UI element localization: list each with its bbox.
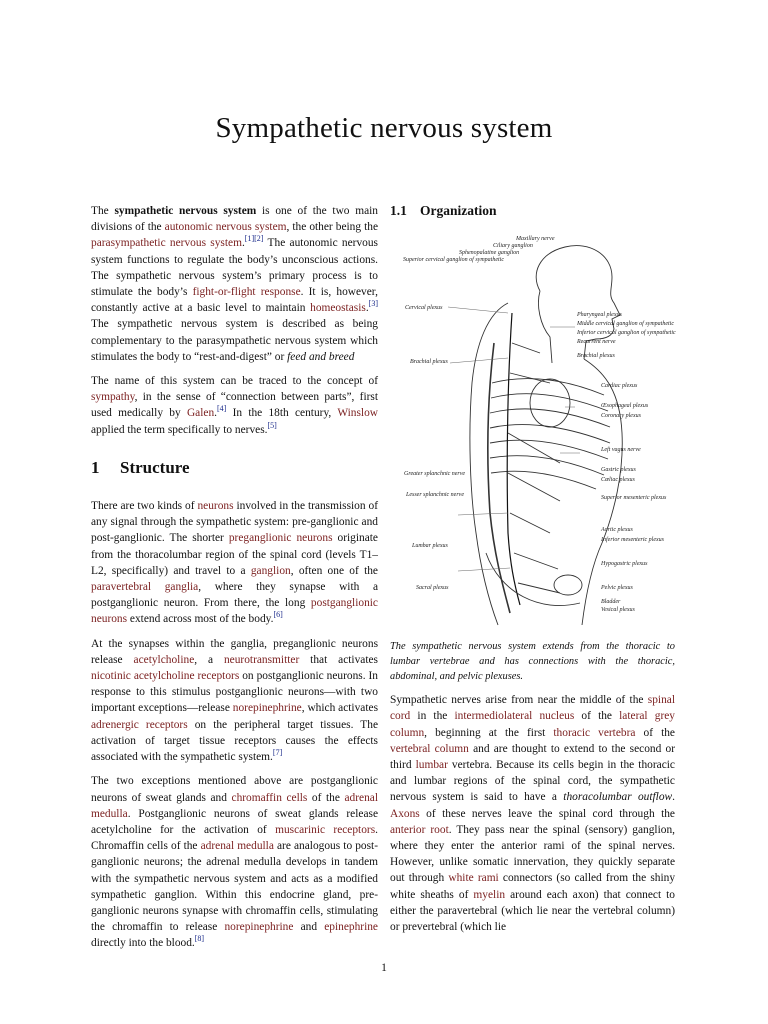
- page-number: 1: [381, 962, 387, 974]
- fig-label-cardiac: Cardiac plexus: [601, 383, 638, 390]
- wiki-link[interactable]: adrenal medulla: [200, 840, 274, 853]
- wiki-link[interactable]: fight-or-flight response: [192, 286, 301, 299]
- wiki-link[interactable]: autonomic nervous system: [164, 221, 287, 234]
- wiki-link[interactable]: acetylcholine: [133, 653, 195, 666]
- fig-label-superior-cervical: Superior cervical ganglion of sympathetic: [403, 257, 504, 264]
- wiki-link[interactable]: paravertebral ganglia: [91, 581, 199, 594]
- fig-label-superior-mesenteric: Superior mesenteric plexus: [601, 495, 667, 502]
- wiki-link[interactable]: ganglion: [250, 564, 291, 577]
- bold-term: sympathetic nervous system: [114, 205, 257, 217]
- wiki-link[interactable]: lateral grey column: [390, 710, 675, 739]
- wiki-link[interactable]: postganglionic neurons: [91, 597, 378, 626]
- fig-label-inferior-cervical: Inferior cervical ganglion of sympathetic: [577, 330, 676, 337]
- neurons-paragraph: There are two kinds of neurons involved in the transmission of any signal through the sympathetic system: pre-ganglionic and post-ganglionic. The shorter preganglionic neurons originate from the thoracolumbar region of the spinal cord (levels T1–L2, specifically) and travel to a ganglion, often one of the paravertebral ganglia, where they synapse with a postganglionic neuron. From there, the long postganglionic neurons extend across most of the body.[6]: [91, 500, 378, 626]
- wiki-link[interactable]: adrenergic receptors: [91, 718, 188, 731]
- wiki-link[interactable]: homeostasis: [310, 302, 366, 315]
- italic-term: thoracolumbar outflow: [563, 791, 673, 804]
- section-heading-structure: [91, 457, 378, 477]
- citation-ref[interactable]: [1][2]: [244, 234, 264, 244]
- page-title: Sympathetic nervous system: [215, 112, 553, 144]
- synapses-paragraph: At the synapses within the ganglia, preganglionic neurons release acetylcholine, a neurotransmitter that activates nicotinic acetylcholine receptors on postganglionic neurons. In response to this stimulus postganglionic neurons—with two important exceptions—release norepinephrine, which activates adrenergic receptors on the peripheral target tissues. The activation of target tissue receptors causes the effects associated with the sympathetic system.[7]: [91, 637, 378, 764]
- fig-label-gastric: Gastric plexus: [601, 467, 636, 474]
- wiki-link[interactable]: adrenal medulla: [91, 791, 378, 820]
- fig-label-coeliac: Cœliac plexus: [601, 477, 635, 484]
- etymology-paragraph: The name of this system can be traced to the concept of sympathy, in the sense of “connection between parts”, first used medically by Galen.[4] In the 18th century, Winslow applied the term specifically to nerves.[5]: [91, 375, 378, 436]
- anatomy-figure: [390, 233, 675, 633]
- fig-label-recurrent: Recurrent nerve: [577, 339, 616, 346]
- fig-label-ciliary: Ciliary ganglion: [493, 243, 533, 250]
- fig-label-hypogastric: Hypogastric plexus: [601, 561, 648, 568]
- figure-caption: The sympathetic nervous system extends from the thoracic to lumbar vertebrae and has connections with the thoracic, abdominal, and pelvic plexuses.: [390, 641, 675, 683]
- fig-label-brachial-right: Brachial plexus: [577, 353, 615, 360]
- citation-ref[interactable]: [4]: [217, 404, 227, 414]
- italic-term: feed and breed: [287, 350, 355, 363]
- intro-paragraph: The sympathetic nervous system is one of the two main divisions of the autonomic nervous system, the other being the parasympathetic nervous system.[1][2] The autonomic nervous system functions to regulate the body’s unconscious actions. The sympathetic nervous system’s primary process is to stimulate the body’s fight-or-flight response. It is, however, constantly active at a basic level to maintain homeostasis.[3] The sympathetic nervous system is described as being complementary to the parasympathetic nervous system which stimulates the body to “rest-and-digest” or feed and breed: [91, 205, 379, 363]
- wiki-link[interactable]: white rami: [448, 872, 499, 885]
- wiki-link[interactable]: thoracic vertebra: [553, 726, 636, 739]
- wiki-link[interactable]: myelin: [473, 888, 506, 901]
- fig-label-vesical: Vesical plexus: [601, 607, 635, 614]
- fig-label-aortic: Aortic plexus: [601, 527, 633, 534]
- fig-label-maxillary: Maxillary nerve: [516, 236, 555, 243]
- anatomy-illustration: [390, 233, 675, 633]
- wiki-link[interactable]: sympathy: [91, 391, 135, 404]
- subsection-heading-organization: [390, 203, 675, 219]
- wiki-link[interactable]: muscarinic receptors: [275, 823, 376, 836]
- fig-label-brachial: Brachial plexus: [410, 359, 448, 366]
- fig-label-inferior-mesenteric: Inferior mesenteric plexus: [601, 537, 664, 544]
- fig-label-lesser-splanchnic: Lesser splanchnic nerve: [406, 492, 464, 499]
- section-number: 1: [91, 457, 100, 477]
- wiki-link[interactable]: neurotransmitter: [223, 653, 300, 666]
- wiki-link[interactable]: epinephrine: [324, 921, 378, 934]
- wiki-link[interactable]: norepinephrine: [224, 921, 294, 934]
- wiki-link[interactable]: intermediolateral nucleus: [454, 710, 575, 723]
- wiki-link[interactable]: spinal cord: [390, 694, 675, 723]
- citation-ref[interactable]: [3]: [368, 299, 378, 309]
- citation-ref[interactable]: [7]: [272, 748, 283, 758]
- section-title: Structure: [120, 457, 190, 477]
- wiki-link[interactable]: vertebral column: [390, 742, 469, 755]
- fig-label-sacral: Sacral plexus: [416, 585, 449, 592]
- fig-label-cervical-plexus: Cervical plexus: [405, 305, 443, 312]
- fig-label-greater-splanchnic: Greater splanchnic nerve: [404, 471, 466, 478]
- fig-label-oesophageal: Œsophageal plexus: [601, 403, 649, 410]
- exceptions-paragraph: The two exceptions mentioned above are postganglionic neurons of sweat glands and chromaffin cells of the adrenal medulla. Postganglionic neurons of sweat glands release acetylcholine for the activation of muscarinic receptors. Chromaffin cells of the adrenal medulla are analogous to post-ganglionic neurons; the adrenal medulla develops in tandem with the sympathetic nervous system and acts as a modified sympathetic ganglion. Within this endocrine gland, pre-ganglionic neurons synapse with chromaffin cells, stimulating the chromaffin to release norepinephrine and epinephrine directly into the blood.[8]: [91, 775, 379, 950]
- citation-ref[interactable]: [6]: [273, 610, 283, 620]
- wiki-link[interactable]: chromaffin cells: [231, 791, 308, 804]
- fig-label-bladder: Bladder: [601, 599, 621, 606]
- organization-paragraph: Sympathetic nerves arise from near the middle of the spinal cord in the intermediolateral nucleus of the lateral grey column, beginning at the first thoracic vertebra of the vertebral column and are thought to extend to the second or third lumbar vertebra. Because its cells begin in the thoracic and lumbar regions of the spinal cord, the sympathetic nervous system is said to have a thoracolumbar outflow. Axons of these nerves leave the spinal cord through the anterior root. They pass near the spinal (sensory) ganglion, where they enter the anterior rami of the spinal nerves. However, unlike somatic innervation, they quickly separate out through white rami connectors (so called from the shiny white sheaths of myelin around each axon) that connect to either the paravertebral (which lie near the vertebral column) or prevertebral (which lie: [390, 694, 676, 934]
- citation-ref[interactable]: [5]: [267, 420, 277, 430]
- wiki-link[interactable]: nicotinic acetylcholine receptors: [91, 670, 240, 683]
- wiki-link[interactable]: norepinephrine: [232, 702, 302, 715]
- fig-label-pharyngeal: Pharyngeal plexus: [577, 312, 622, 319]
- wiki-link[interactable]: lumbar: [415, 759, 448, 772]
- fig-label-middle-cervical: Middle cervical ganglion of sympathetic: [577, 321, 674, 328]
- left-column: [91, 203, 378, 960]
- fig-label-left-vagus: Left vagus nerve: [601, 447, 641, 454]
- fig-label-sphenopalatine: Sphenopalatine ganglion: [459, 250, 520, 257]
- fig-label-pelvic: Pelvic plexus: [601, 585, 633, 592]
- wiki-link[interactable]: parasympathetic nervous system: [91, 237, 242, 250]
- subsection-number: 1.1: [390, 203, 407, 218]
- wiki-link[interactable]: Winslow: [337, 407, 378, 420]
- wiki-link[interactable]: neurons: [197, 500, 234, 513]
- wiki-link[interactable]: preganglionic neurons: [228, 532, 333, 545]
- wiki-link[interactable]: Galen: [186, 407, 215, 420]
- subsection-title: Organization: [420, 203, 497, 218]
- fig-label-lumbar: Lumbar plexus: [412, 543, 448, 550]
- wiki-link[interactable]: anterior root: [390, 823, 449, 836]
- right-column: [390, 203, 675, 943]
- wiki-link[interactable]: Axons: [390, 807, 420, 820]
- fig-label-coronary: Coronary plexus: [601, 413, 641, 420]
- citation-ref[interactable]: [8]: [194, 934, 205, 944]
